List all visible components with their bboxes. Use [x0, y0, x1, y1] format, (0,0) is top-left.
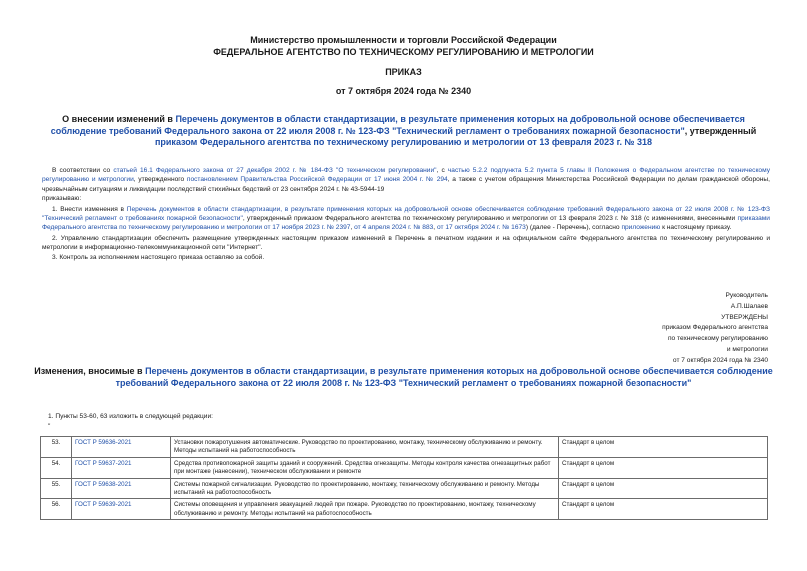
p1-link-list[interactable]: Перечень документов в области стандартизации, в результате применения которых на добровольной основе обеспечивается соблюдение требований Федерального закона от 22 июля 2008 г. № 123-ФЗ "Технический регламент о требованиях пожарной безопасности": [42, 205, 770, 223]
table-row: [41, 457, 768, 478]
p1-text-6: к настоящему приказу.: [660, 224, 732, 232]
gost-link[interactable]: ГОСТ Р 59636-2021: [72, 437, 171, 458]
standard-description: Средства противопожарной защиты зданий и сооружений. Средства огнезащиты. Методы контроля качества огнезащитных работ при монтаже (нанесении), техническом обслуживании и ремонте: [171, 457, 559, 478]
approved-line-3: и метрологии: [726, 345, 768, 353]
gost-link[interactable]: ГОСТ Р 59637-2021: [72, 457, 171, 478]
table-row: [41, 499, 768, 520]
application-scope: Стандарт в целом: [559, 437, 768, 458]
approved-line-1: приказом Федерального агентства: [662, 324, 768, 332]
application-scope: Стандарт в целом: [559, 457, 768, 478]
doc-title-link-order[interactable]: приказом Федерального агентства по техническому регулированию и метрологии от 13 февраля 2023 г. № 318: [154, 137, 653, 148]
ministry-name: Министерство промышленности и торговли Российской Федерации: [250, 35, 557, 45]
approved-label: УТВЕРЖДЕНЫ: [721, 313, 768, 321]
row-number: 53.: [41, 437, 72, 458]
p1-link-order-2397[interactable]: приказами Федерального агентства по техническому регулированию и метрологии от 17 ноября 2023 г. № 2397: [42, 215, 770, 232]
standard-description: Системы оповещения и управления эвакуацией людей при пожаре. Руководство по проектированию, монтажу, техническому обслуживанию и ремонту. Методы испытаний на работоспособность: [171, 499, 559, 520]
order-body: [42, 166, 770, 262]
gost-link[interactable]: ГОСТ Р 59639-2021: [72, 499, 171, 520]
doc-title-middle: , утвержденный: [684, 125, 757, 136]
intro-text-2: , с: [436, 167, 448, 174]
quote-mark: ": [48, 423, 51, 430]
paragraph-3: 3. Контроль за исполнением настоящего приказа оставляю за собой.: [52, 253, 265, 261]
signer-name: А.П.Шалаев: [730, 302, 768, 310]
p1-text-4: ,: [433, 224, 437, 232]
intro-paragraph: [42, 166, 770, 194]
paragraph-2: 2. Управлению стандартизации обеспечить размещение утвержденных настоящим приказом изменений в Перечень в печатном издании и на официальном сайте Федерального агентства по техническому регулированию и метрологии в информационно-телекоммуникационной сети "Интернет".: [42, 234, 770, 252]
p1-link-order-883[interactable]: от 4 апреля 2024 г. № 883: [354, 224, 434, 232]
p1-text-2: , утвержденный приказом Федерального агентства по техническому регулированию и метрологии от 13 февраля 2023 г. № 318 (с изменениями, внесенными: [242, 215, 738, 223]
changes-title-prefix: Изменения, вносимые в: [34, 366, 146, 376]
document-header: [0, 34, 807, 58]
p1-link-order-1673[interactable]: от 17 октября 2024 г. № 1673: [436, 224, 526, 232]
order-title: ПРИКАЗ: [385, 67, 422, 77]
application-scope: Стандарт в целом: [559, 478, 768, 499]
application-scope: Стандарт в целом: [559, 499, 768, 520]
changes-title: [34, 366, 773, 389]
standard-description: Системы пожарной сигнализации. Руководство по проектированию, монтажу, техническому обслуживанию и ремонту. Методы испытаний на работоспособность: [171, 478, 559, 499]
order-date: от 7 октября 2024 года № 2340: [335, 86, 472, 96]
agency-name: ФЕДЕРАЛЬНОЕ АГЕНТСТВО ПО ТЕХНИЧЕСКОМУ РЕГУЛИРОВАНИЮ И МЕТРОЛОГИИ: [213, 47, 594, 57]
link-regulation[interactable]: частью 5.2.2 подпункта 5.2 пункта 5 главы II Положения о Федеральном агентстве по техническому регулированию и метрологии: [42, 167, 770, 184]
standards-table: [40, 436, 768, 520]
signer-role: Руководитель: [725, 292, 768, 299]
signature-block: [662, 291, 768, 367]
gost-link[interactable]: ГОСТ Р 59638-2021: [72, 478, 171, 499]
p1-text-5: ) (далее - Перечень), согласно: [525, 224, 622, 232]
p1-link-appendix[interactable]: приложению: [621, 224, 661, 232]
table-row: [41, 437, 768, 458]
standard-description: Установки пожаротушения автоматические. Руководство по проектированию, монтажу, техническому обслуживанию и ремонту. Методы испытаний на работоспособность: [171, 437, 559, 458]
paragraph-1: [42, 205, 770, 233]
doc-title-prefix: О внесении изменений в: [62, 114, 176, 124]
p1-text-3: ,: [350, 224, 355, 232]
approved-line-2: по техническому регулированию: [667, 335, 768, 343]
table-row: [41, 478, 768, 499]
change-item-1: 1. Пункты 53-60, 63 изложить в следующей редакции:: [48, 413, 213, 420]
link-government-decree[interactable]: постановлением Правительства Российской Федерации от 17 июня 2004 г. № 294: [186, 176, 448, 184]
doc-title-link-list[interactable]: Перечень документов в области стандартизации, в результате применения которых на добровольной основе обеспечивается соблюдение требований Федерального закона от 22 июля 2008 г. № 123-ФЗ "Технический регламент о требованиях пожарной безопасности": [50, 114, 745, 136]
intro-text-3: , утвержденного: [133, 176, 187, 184]
p1-text-1: 1. Внести изменения в: [52, 205, 127, 213]
order-word: приказываю:: [42, 195, 82, 203]
intro-text-4: , а также с учетом обращения Министерства Российской Федерации по делам гражданской обороны, чрезвычайным ситуациям и ликвидации последствий стихийных бедствий от 23 сентября 2024 г. № 43-5944-19: [42, 176, 770, 193]
row-number: 56.: [41, 499, 72, 520]
row-number: 54.: [41, 457, 72, 478]
row-number: 55.: [41, 478, 72, 499]
approved-date: от 7 октября 2024 года № 2340: [672, 356, 768, 364]
intro-text-1: В соответствии со: [52, 167, 114, 174]
changes-title-link[interactable]: Перечень документов в области стандартизации, в результате применения которых на добровольной основе обеспечивается соблюдение требований Федерального закона от 22 июля 2008 г. № 123-ФЗ "Технический регламент о требованиях пожарной безопасности": [115, 366, 773, 388]
document-title: [40, 114, 767, 149]
link-law-184[interactable]: статьей 16.1 Федерального закона от 27 декабря 2002 г. № 184-ФЗ "О техническом регулировании": [113, 167, 437, 174]
